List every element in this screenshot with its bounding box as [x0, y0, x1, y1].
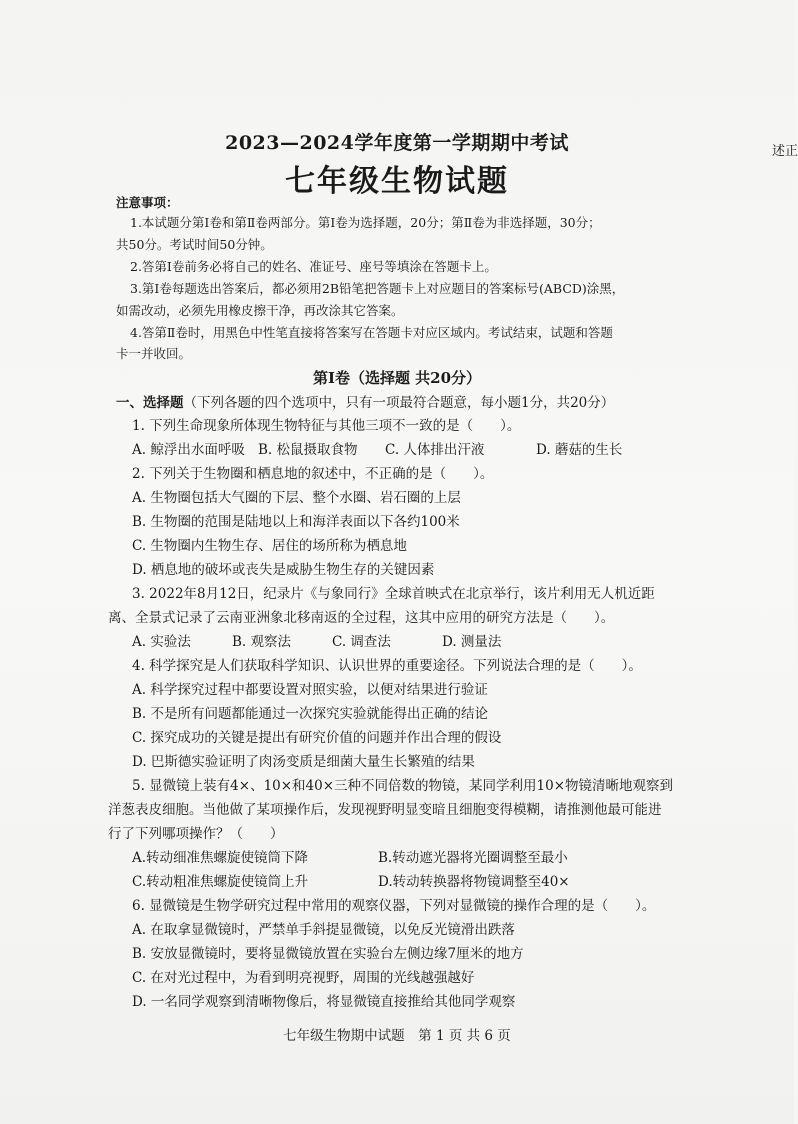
- question-1-option-a: A. 鲸浮出水面呼吸: [132, 442, 245, 458]
- notes-line: 2.答第Ⅰ卷前务必将自己的姓名、准证号、座号等填涂在答题卡上。: [130, 259, 497, 274]
- question-3-option-d: D. 测量法: [442, 634, 502, 650]
- question-1-option-b: B. 松鼠摄取食物: [258, 442, 358, 458]
- question-4-option-c: C. 探究成功的关键是提出有研究价值的问题并作出合理的假设: [132, 730, 502, 746]
- question-5-option-c: C.转动粗准焦螺旋使镜筒上升: [132, 874, 309, 890]
- section-instruction: [116, 391, 614, 411]
- notes-heading: 注意事项：: [116, 195, 179, 210]
- question-3-option-b: B. 观察法: [232, 634, 292, 650]
- question-5-option-a: A.转动细准焦螺旋使镜筒下降: [132, 850, 309, 866]
- notes-line: 如需改动，必须先用橡皮擦干净，再改涂其它答案。: [116, 303, 404, 318]
- question-2-stem: 2. 下列关于生物圈和栖息地的叙述中，不正确的是（ ）。: [132, 466, 494, 482]
- corner-fragment-text: 述正: [772, 144, 798, 159]
- question-6-option-a: A. 在取拿显微镜时，严禁单手斜提显微镜，以免反光镜滑出跌落: [132, 922, 515, 938]
- question-2-option-b: B. 生物圈的范围是陆地以上和海洋表面以下各约100米: [132, 514, 460, 530]
- question-3-option-c: C. 调查法: [332, 634, 391, 650]
- notes-line: 3.第Ⅰ卷每题选出答案后，都必须用2B铅笔把答题卡上对应题目的答案标号(ABCD)涂黑，: [130, 281, 625, 296]
- question-1-option-c: C. 人体排出汗液: [385, 442, 485, 458]
- question-4-stem: 4. 科学探究是人们获取科学知识、认识世界的重要途径。下列说法合理的是（ ）。: [132, 658, 642, 674]
- section-title: 第Ⅰ卷（选择题 共20分）: [312, 369, 482, 387]
- question-3-stem-line2: 离、全景式记录了云南亚洲象北移南返的全过程，这其中应用的研究方法是（ ）。: [108, 610, 615, 626]
- question-1-stem: 1. 下列生命现象所体现生物特征与其他三项不一致的是（ ）。: [132, 418, 521, 434]
- question-2-option-a: A. 生物圈包括大气圈的下层、整个水圈、岩石圈的上层: [132, 490, 461, 506]
- question-6-stem: 6. 显微镜是生物学研究过程中常用的观察仪器，下列对显微镜的操作合理的是（ ）。: [132, 898, 656, 914]
- notes-line: 1.本试题分第Ⅰ卷和第Ⅱ卷两部分。第Ⅰ卷为选择题，20分；第Ⅱ卷为非选择题，30分；: [130, 215, 601, 230]
- question-5-stem-line2: 洋葱表皮细胞。当他做了某项操作后，发现视野明显变暗且细胞变得模糊，请推测他最可能进: [108, 802, 662, 818]
- question-4-option-b: B. 不是所有问题都能通过一次探究实验就能得出正确的结论: [132, 706, 489, 722]
- notes-line: 卡一并收回。: [116, 346, 192, 361]
- question-2-option-d: D. 栖息地的破坏或丧失是威胁生物生存的关键因素: [132, 562, 435, 578]
- question-3-option-a: A. 实验法: [132, 634, 191, 650]
- section-instruction-label: 一、选择题: [116, 395, 184, 411]
- section-instruction-text: （下列各题的四个选项中，只有一项最符合题意，每小题1分，共20分）: [183, 395, 615, 411]
- question-2-option-c: C. 生物圈内生物生存、居住的场所称为栖息地: [132, 538, 407, 554]
- notes-line: 共50分。考试时间50分钟。: [116, 237, 273, 252]
- notes-line: 4.答第Ⅱ卷时，用黑色中性笔直接将答案写在答题卡对应区域内。考试结束，试题和答题: [130, 325, 613, 340]
- exam-title-line1: 2023—2024学年度第一学期期中考试: [225, 132, 569, 154]
- question-6-option-d: D. 一名同学观察到清晰物像后，将显微镜直接推给其他同学观察: [132, 994, 516, 1010]
- question-5-option-d: D.转动转换器将物镜调整至40×: [378, 874, 570, 890]
- question-5-stem-line3: 行了下列哪项操作？（ ）: [108, 826, 284, 842]
- question-6-option-c: C. 在对光过程中，为看到明亮视野，周围的光线越强越好: [132, 970, 475, 986]
- question-3-stem-line1: 3. 2022年8月12日，纪录片《与象同行》全球首映式在北京举行，该片利用无人机近距: [132, 586, 655, 602]
- question-4-option-a: A. 科学探究过程中都要设置对照实验，以便对结果进行验证: [132, 682, 488, 698]
- page-footer: 七年级生物期中试题 第 1 页 共 6 页: [283, 1028, 511, 1044]
- question-1-option-d: D. 蘑菇的生长: [536, 442, 623, 458]
- question-4-option-d: D. 巴斯德实验证明了肉汤变质是细菌大量生长繁殖的结果: [132, 754, 475, 770]
- exam-title-line2: 七年级生物试题: [285, 164, 509, 199]
- question-5-stem-line1: 5. 显微镜上装有4×、10×和40×三种不同倍数的物镜，某同学利用10×物镜清晰地观察到: [132, 778, 674, 794]
- question-6-option-b: B. 安放显微镜时，要将显微镜放置在实验台左侧边缘7厘米的地方: [132, 946, 524, 962]
- question-5-option-b: B.转动遮光器将光圈调整至最小: [378, 850, 568, 866]
